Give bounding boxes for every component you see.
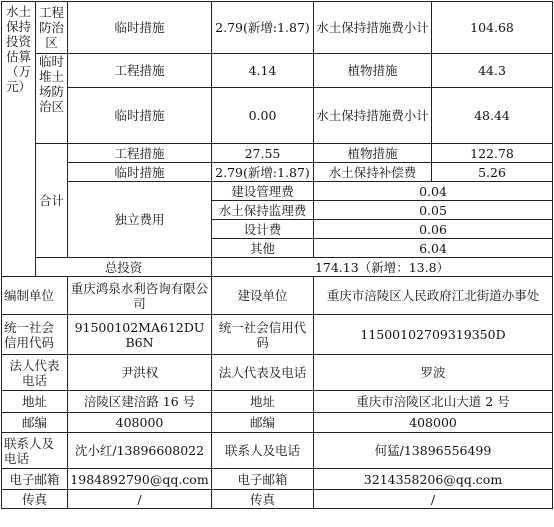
area-label: 临时堆土场防治区: [36, 54, 68, 144]
investment-contact-table: [1, 1, 553, 509]
fee-amount: 0.06: [314, 220, 553, 239]
contact-label-right: 地址: [212, 391, 314, 413]
contact-row: [2, 277, 553, 315]
measure-value: 2.79(新增:1.87): [212, 2, 314, 54]
contact-label-right: 法人代表及电话: [212, 355, 314, 391]
measure-value: 0.00: [212, 88, 314, 144]
independent-fee-label: 独立费用: [68, 182, 212, 258]
contact-value-right: 重庆市涪陵区人民政府江北街道办事处: [314, 277, 553, 315]
cost-item-amount: 122.78: [432, 144, 553, 163]
contact-value-left: 沈小红/13896608022: [68, 433, 212, 469]
contact-value-right: 重庆市涪陵区北山大道 2 号: [314, 391, 553, 413]
investment-row: [2, 144, 553, 163]
contact-value-left: 重庆鸿泉水利咨询有限公司: [68, 277, 212, 315]
cost-item-amount: 5.26: [432, 163, 553, 182]
contact-label-right: 电子邮箱: [212, 469, 314, 490]
fee-name: 水土保持监理费: [212, 201, 314, 220]
cost-item-label: 水土保持补偿费: [314, 163, 432, 182]
contact-value-left: 1984892790@qq.com: [68, 469, 212, 490]
contact-value-right: /: [314, 490, 553, 509]
measure-label: 工程措施: [68, 54, 212, 88]
cost-item-amount: 48.44: [432, 88, 553, 144]
contact-label-left: 邮编: [2, 413, 68, 433]
contact-row: [2, 469, 553, 490]
cost-item-label: 植物措施: [314, 54, 432, 88]
contact-value-left: 91500102MA612DUB6N: [68, 315, 212, 355]
contact-row: [2, 355, 553, 391]
measure-label: 临时措施: [68, 163, 212, 182]
cost-item-amount: 44.3: [432, 54, 553, 88]
contact-label-right: 统一社会信用代码: [212, 315, 314, 355]
investment-side-label: 水土保持投资估算（万元）: [2, 2, 36, 277]
contact-row: [2, 433, 553, 469]
cost-item-label: 水土保持措施费小计: [314, 2, 432, 54]
cost-item-label: 植物措施: [314, 144, 432, 163]
contact-label-right: 邮编: [212, 413, 314, 433]
measure-label: 工程措施: [68, 144, 212, 163]
contact-label-left: 统一社会信用代码: [2, 315, 68, 355]
contact-value-left: /: [68, 490, 212, 509]
measure-value: 4.14: [212, 54, 314, 88]
contact-row: [2, 413, 553, 433]
total-investment-label: 总投资: [36, 258, 212, 277]
contact-value-left: 尹洪权: [68, 355, 212, 391]
investment-row: [2, 163, 553, 182]
cost-item-amount: 104.68: [432, 2, 553, 54]
contact-value-right: 3214358206@qq.com: [314, 469, 553, 490]
measure-label: 临时措施: [68, 2, 212, 54]
fee-amount: 0.04: [314, 182, 553, 201]
contact-row: [2, 315, 553, 355]
investment-row: [2, 88, 553, 144]
fee-name: 设计费: [212, 220, 314, 239]
contact-value-right: 408000: [314, 413, 553, 433]
area-label: 工程防治区: [36, 2, 68, 54]
fee-name: 其他: [212, 239, 314, 258]
contact-label-left: 法人代表电话: [2, 355, 68, 391]
contact-value-left: 涪陵区建涪路 16 号: [68, 391, 212, 413]
contact-row: [2, 391, 553, 413]
contact-value-right: 罗波: [314, 355, 553, 391]
contact-label-left: 地址: [2, 391, 68, 413]
total-investment-row: [2, 258, 553, 277]
total-section-label: 合计: [36, 144, 68, 258]
measure-label: 临时措施: [68, 88, 212, 144]
investment-row: [2, 2, 553, 54]
contact-label-right: 传真: [212, 490, 314, 509]
measure-value: 2.79(新增:1.87): [212, 163, 314, 182]
contact-label-left: 传真: [2, 490, 68, 509]
independent-fee-row: [2, 182, 553, 201]
contact-value-left: 408000: [68, 413, 212, 433]
contact-label-right: 建设单位: [212, 277, 314, 315]
measure-value: 27.55: [212, 144, 314, 163]
total-investment-value: 174.13（新增：13.8）: [212, 258, 553, 277]
cost-item-label: 水土保持措施费小计: [314, 88, 432, 144]
investment-row: [2, 54, 553, 88]
contact-label-left: 联系人及电话: [2, 433, 68, 469]
fee-amount: 0.05: [314, 201, 553, 220]
fee-name: 建设管理费: [212, 182, 314, 201]
contact-value-right: 11500102709319350D: [314, 315, 553, 355]
contact-label-left: 编制单位: [2, 277, 68, 315]
fee-amount: 6.04: [314, 239, 553, 258]
contact-label-left: 电子邮箱: [2, 469, 68, 490]
contact-label-right: 联系人及电话: [212, 433, 314, 469]
contact-row: [2, 490, 553, 509]
contact-value-right: 何猛/13896556499: [314, 433, 553, 469]
